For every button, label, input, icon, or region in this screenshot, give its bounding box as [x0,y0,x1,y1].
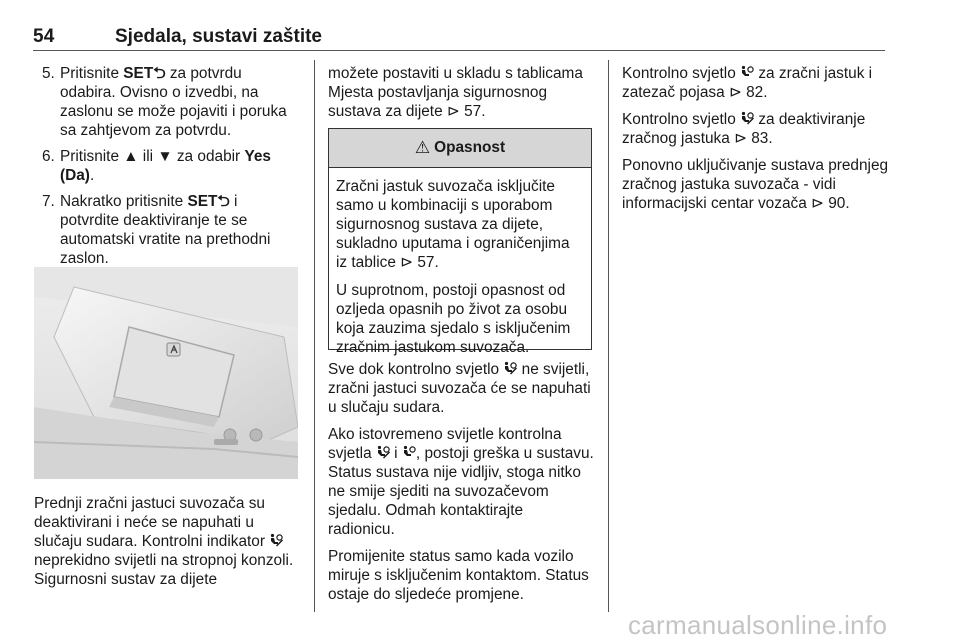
danger-paragraph: U suprotnom, postoji opasnost od ozljeda opasnih po život za osobu koja zauzima sjedalo s isključenim zračnim jastukom suvozača. [336,282,571,356]
step-number: 7. [42,193,55,210]
text-run: ne svijetli, zračni jastuci suvozača će se napuhati u slučaju sudara. [328,361,591,416]
airbag-off-icon [269,533,283,547]
key-label: SET [187,193,218,210]
step-number: 6. [42,148,55,165]
column-2-after-box [328,360,594,612]
warning-triangle-icon: ⚠ [414,138,431,157]
text-run: i potvrdite deaktiviranje te se automatski vratite na prethodni zaslon. [60,193,271,267]
intro-paragraph [328,64,592,121]
airbag-icon [402,445,416,459]
airbag-off-icon [376,445,390,459]
return-arrow-icon: ⮌ [153,65,166,82]
text-run: Ako istovremeno svijetle kontrolna svjetla [328,426,562,462]
roof-console-illustration [34,267,298,479]
return-arrow-icon: ⮌ [217,193,230,210]
header-rule [33,50,885,51]
text-run: Sve dok kontrolno svjetlo [328,361,504,378]
text-run: Ponovno uključivanje sustava prednjeg zračnog jastuka suvozača - vidi informacijski centar vozača ⊳ 90. [622,157,889,212]
chapter-title: Sjedala, sustavi zaštite [115,26,322,47]
step-item [34,192,300,268]
column-divider-1 [314,60,315,612]
column-divider-2 [608,60,609,612]
body-paragraph [328,360,594,417]
key-label: Yes (Da) [60,148,271,184]
text-run: . [89,167,95,184]
airbag-icon [740,65,754,79]
text-run: za deaktiviranje zračnog jastuka ⊳ 83. [622,111,866,147]
text-run: Pritisnite [60,65,124,82]
text-run: , postoji greška u sustavu. Status sustava nije vidljiv, stoga nitko ne smije sjediti na suvozačevom sjedalu. Odmah kontaktirajte radionicu. [328,445,594,538]
danger-body [329,168,591,357]
airbag-off-icon [503,361,517,375]
danger-title: Opasnost [434,139,506,156]
column-1 [34,64,300,275]
text-run: Nakratko pritisnite [60,193,188,210]
column-3 [622,64,892,221]
text-run: neprekidno svijetli na stropnoj konzoli. Sigurnosni sustav za dijete [34,552,294,588]
text-run: Prednji zračni jastuci suvozača su deaktivirani i neće se napuhati u slučaju sudara. Kontrolni indikator [34,495,270,550]
steps-list [34,64,300,268]
step-number: 5. [42,65,55,82]
text-run: Kontrolno svjetlo [622,111,741,128]
text-run: za odabir [172,148,245,165]
key-label: SET [123,65,154,82]
watermark: carmanualsonline.info [628,610,888,640]
column-1-after-photo [34,494,300,597]
headliner-console-photo [34,267,298,479]
text-run: Promijenite status samo kada vozilo miruje s isključenim kontaktom. Status ostaje do sljedeće promjene. [328,548,589,603]
text-run: Pritisnite [60,148,124,165]
body-paragraph [622,110,892,148]
danger-box [328,128,592,356]
text-run: ▼ [157,148,173,165]
page-number: 54 [33,26,55,47]
text-run: za zračni jastuk i zatezač pojasa ⊳ 82. [622,65,873,101]
body-paragraph [622,156,892,213]
airbag-off-icon [740,111,754,125]
text-run: Kontrolno svjetlo [622,65,741,82]
text-run: za potvrdu odabira. Ovisno o izvedbi, na zaslonu se može pojaviti i poruka sa zahtjevom za potvrdu. [60,65,287,139]
danger-header [329,129,591,168]
body-paragraph [328,547,594,604]
body-paragraph [622,64,892,102]
deactivated-paragraph [34,494,300,589]
step-item [34,147,300,185]
text-run: ▲ [123,148,139,165]
page-header [33,26,885,51]
text-run: ⊳ [446,103,460,120]
text-run: i [389,445,402,462]
danger-paragraph: Zračni jastuk suvozača isključite samo u kombinaciji s uporabom sigurnosnog sustava za dijete, sukladno uputama i ograničenjima iz tablice ⊳ 57. [336,178,570,271]
text-run: ili [138,148,158,165]
column-2 [328,64,592,129]
body-paragraph [328,425,594,539]
step-item [34,64,300,140]
text-run: možete postaviti u skladu s tablicama Mjesta postavljanja sigurnosnog sustava za dijete [328,65,583,120]
text-run: 57. [459,103,486,120]
